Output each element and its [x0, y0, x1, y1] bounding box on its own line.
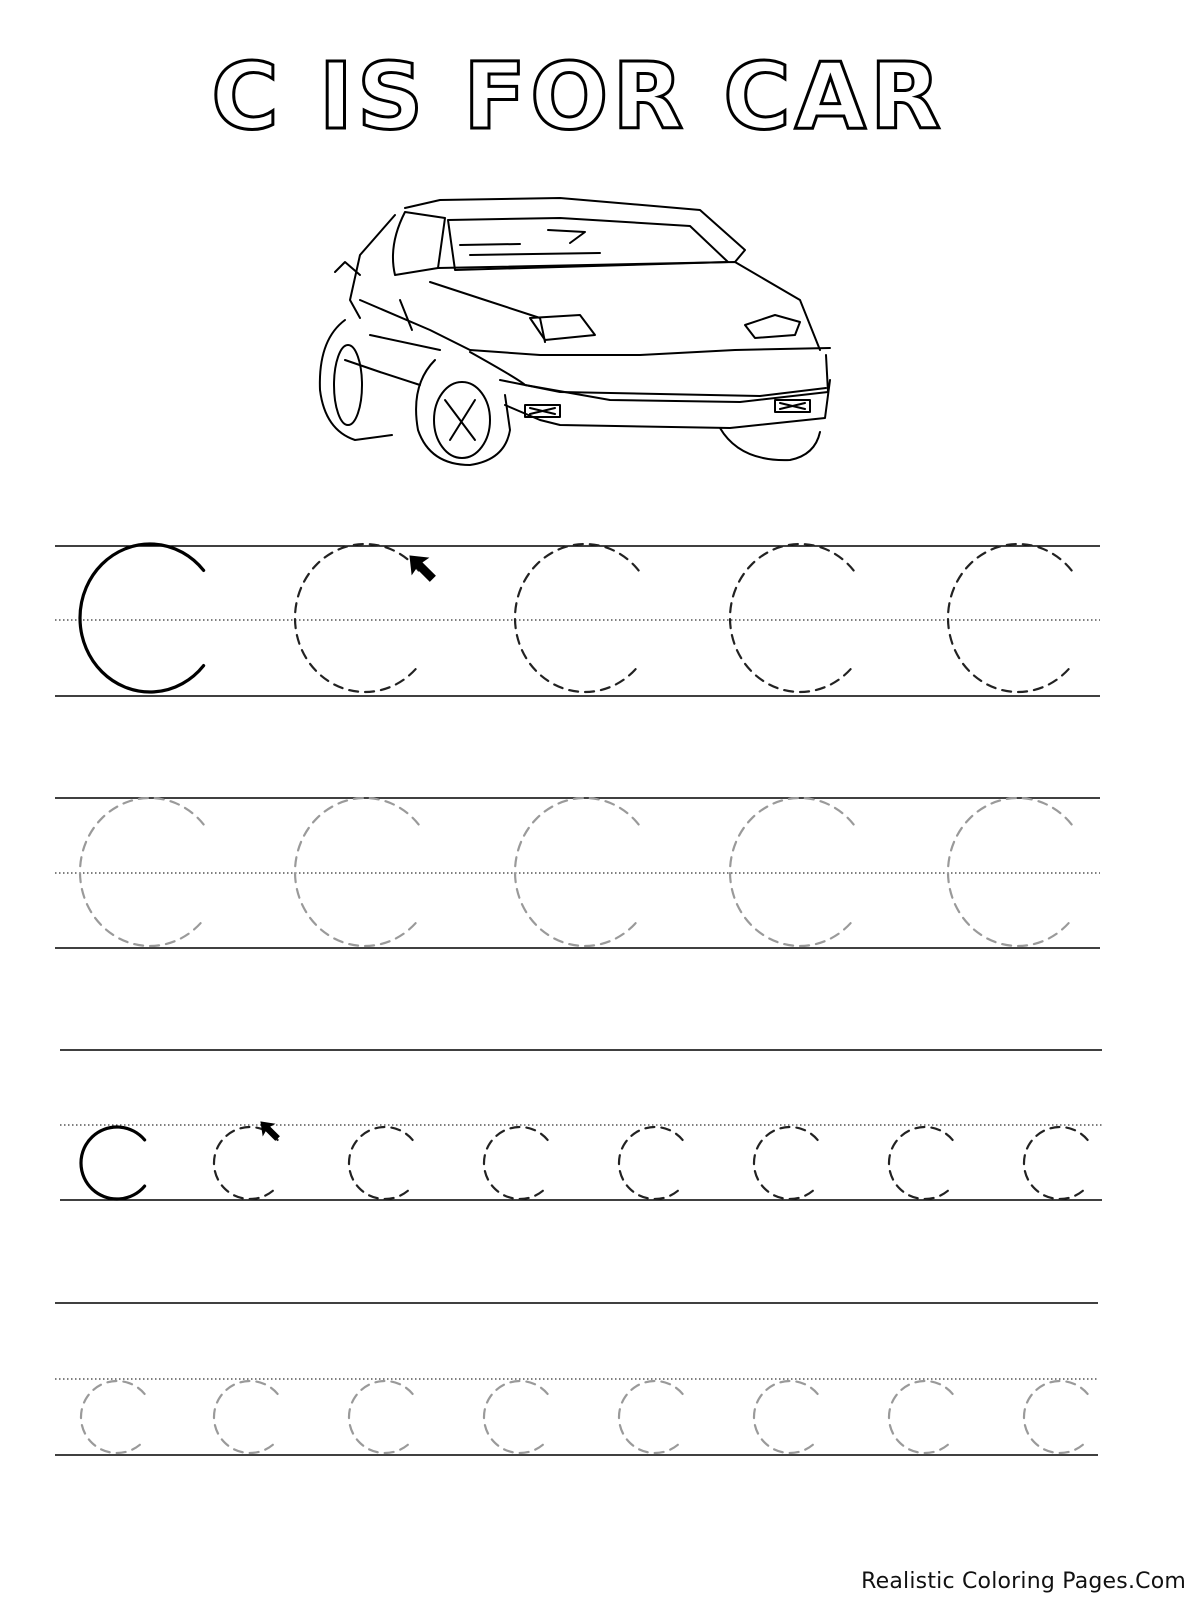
lowercase-c-trace	[349, 1127, 413, 1199]
uppercase-c-model	[80, 544, 204, 692]
lowercase-c-trace	[619, 1127, 683, 1199]
lowercase-c-trace-light	[754, 1381, 818, 1453]
uppercase-c-trace-light	[515, 798, 639, 946]
uppercase-c-trace-light	[80, 798, 204, 946]
lowercase-c-trace	[484, 1127, 548, 1199]
uppercase-c-trace-light	[295, 798, 419, 946]
lowercase-c-trace-light	[889, 1381, 953, 1453]
lowercase-c-trace	[889, 1127, 953, 1199]
title-text: C IS FOR CAR	[211, 43, 945, 150]
footer-credit: Realistic Coloring Pages.Com	[861, 1569, 1186, 1594]
uppercase-c-trace	[295, 544, 419, 692]
lowercase-c-trace-light	[1024, 1381, 1088, 1453]
lowercase-c-trace-light	[484, 1381, 548, 1453]
lowercase-c-trace	[214, 1127, 278, 1199]
uppercase-c-trace-light	[948, 798, 1072, 946]
lowercase-c-trace-light	[214, 1381, 278, 1453]
uppercase-c-trace	[515, 544, 639, 692]
uppercase-c-trace	[948, 544, 1072, 692]
lowercase-c-trace-light	[349, 1381, 413, 1453]
start-arrow-icon	[410, 556, 435, 581]
practice-rows	[55, 544, 1102, 1455]
lowercase-c-trace-light	[81, 1381, 145, 1453]
lowercase-c-trace	[1024, 1127, 1088, 1199]
lowercase-c-model	[81, 1127, 145, 1199]
uppercase-c-trace	[730, 544, 854, 692]
lowercase-c-trace	[754, 1127, 818, 1199]
lowercase-c-trace-light	[619, 1381, 683, 1453]
uppercase-c-trace-light	[730, 798, 854, 946]
